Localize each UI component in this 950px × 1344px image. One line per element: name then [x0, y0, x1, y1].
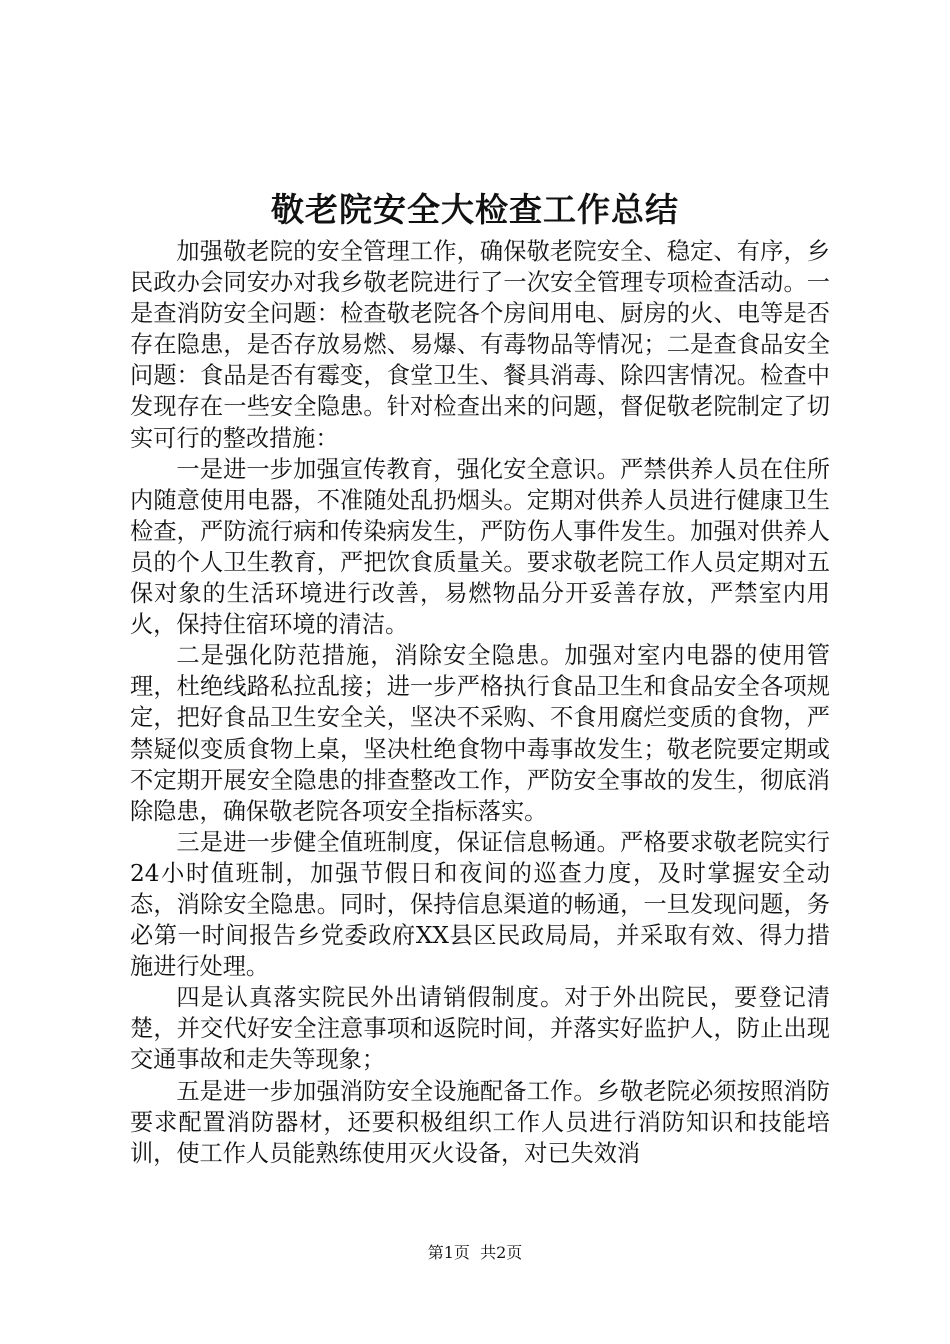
paragraph-measure-2: 二是强化防范措施，消除安全隐患。加强对室内电器的使用管理，杜绝线路私拉乱接；进一步严格执行食品卫生和食品安全各项规定，把好食品卫生安全关，坚决不采购、不食用腐烂变质的食物，严禁疑似变质食物上桌，坚决杜绝食物中毒事故发生；敬老院要定期或不定期开展安全隐患的排查整改工作，严防安全事故的发生，彻底消除隐患，确保敬老院各项安全指标落实。 — [130, 642, 830, 825]
paragraph-measure-4: 四是认真落实院民外出请销假制度。对于外出院民，要登记清楚，并交代好安全注意事项和返院时间，并落实好监护人，防止出现交通事故和走失等现象； — [130, 984, 830, 1074]
paragraph-measure-5: 五是进一步加强消防安全设施配备工作。乡敬老院必须按照消防要求配置消防器材，还要积极组织工作人员进行消防知识和技能培训，使工作人员能熟练使用灭火设备，对已失效消 — [130, 1077, 830, 1167]
paragraph-intro: 加强敬老院的安全管理工作，确保敬老院安全、稳定、有序，乡民政办会同安办对我乡敬老院进行了一次安全管理专项检查活动。一是查消防安全问题：检查敬老院各个房间用电、厨房的火、电等是否存在隐患，是否存放易燃、易爆、有毒物品等情况；二是查食品安全问题：食品是否有霉变，食堂卫生、餐具消毒、除四害情况。检查中发现存在一些安全隐患。针对检查出来的问题，督促敬老院制定了切实可行的整改措施： — [130, 238, 830, 452]
paragraph-measure-1: 一是进一步加强宣传教育，强化安全意识。严禁供养人员在住所内随意使用电器，不准随处乱扔烟头。定期对供养人员进行健康卫生检查，严防流行病和传染病发生，严防伤人事件发生。加强对供养人员的个人卫生教育，严把饮食质量关。要求敬老院工作人员定期对五保对象的生活环境进行改善，易燃物品分开妥善存放，严禁室内用火，保持住宿环境的清洁。 — [130, 455, 830, 639]
document-body — [130, 236, 830, 1169]
page-total: 共2页 — [480, 1243, 523, 1262]
page-footer — [0, 1241, 950, 1265]
paragraph-measure-3: 三是进一步健全值班制度，保证信息畅通。严格要求敬老院实行24小时值班制，加强节假日和夜间的巡查力度，及时掌握安全动态，消除安全隐患。同时，保持信息渠道的畅通，一旦发现问题，务必第一时间报告乡党委政府XX县区民政局局，并采取有效、得力措施进行处理。 — [130, 828, 830, 981]
document-title: 敬老院安全大检查工作总结 — [271, 190, 679, 229]
page-number: 第1页 — [427, 1243, 470, 1262]
